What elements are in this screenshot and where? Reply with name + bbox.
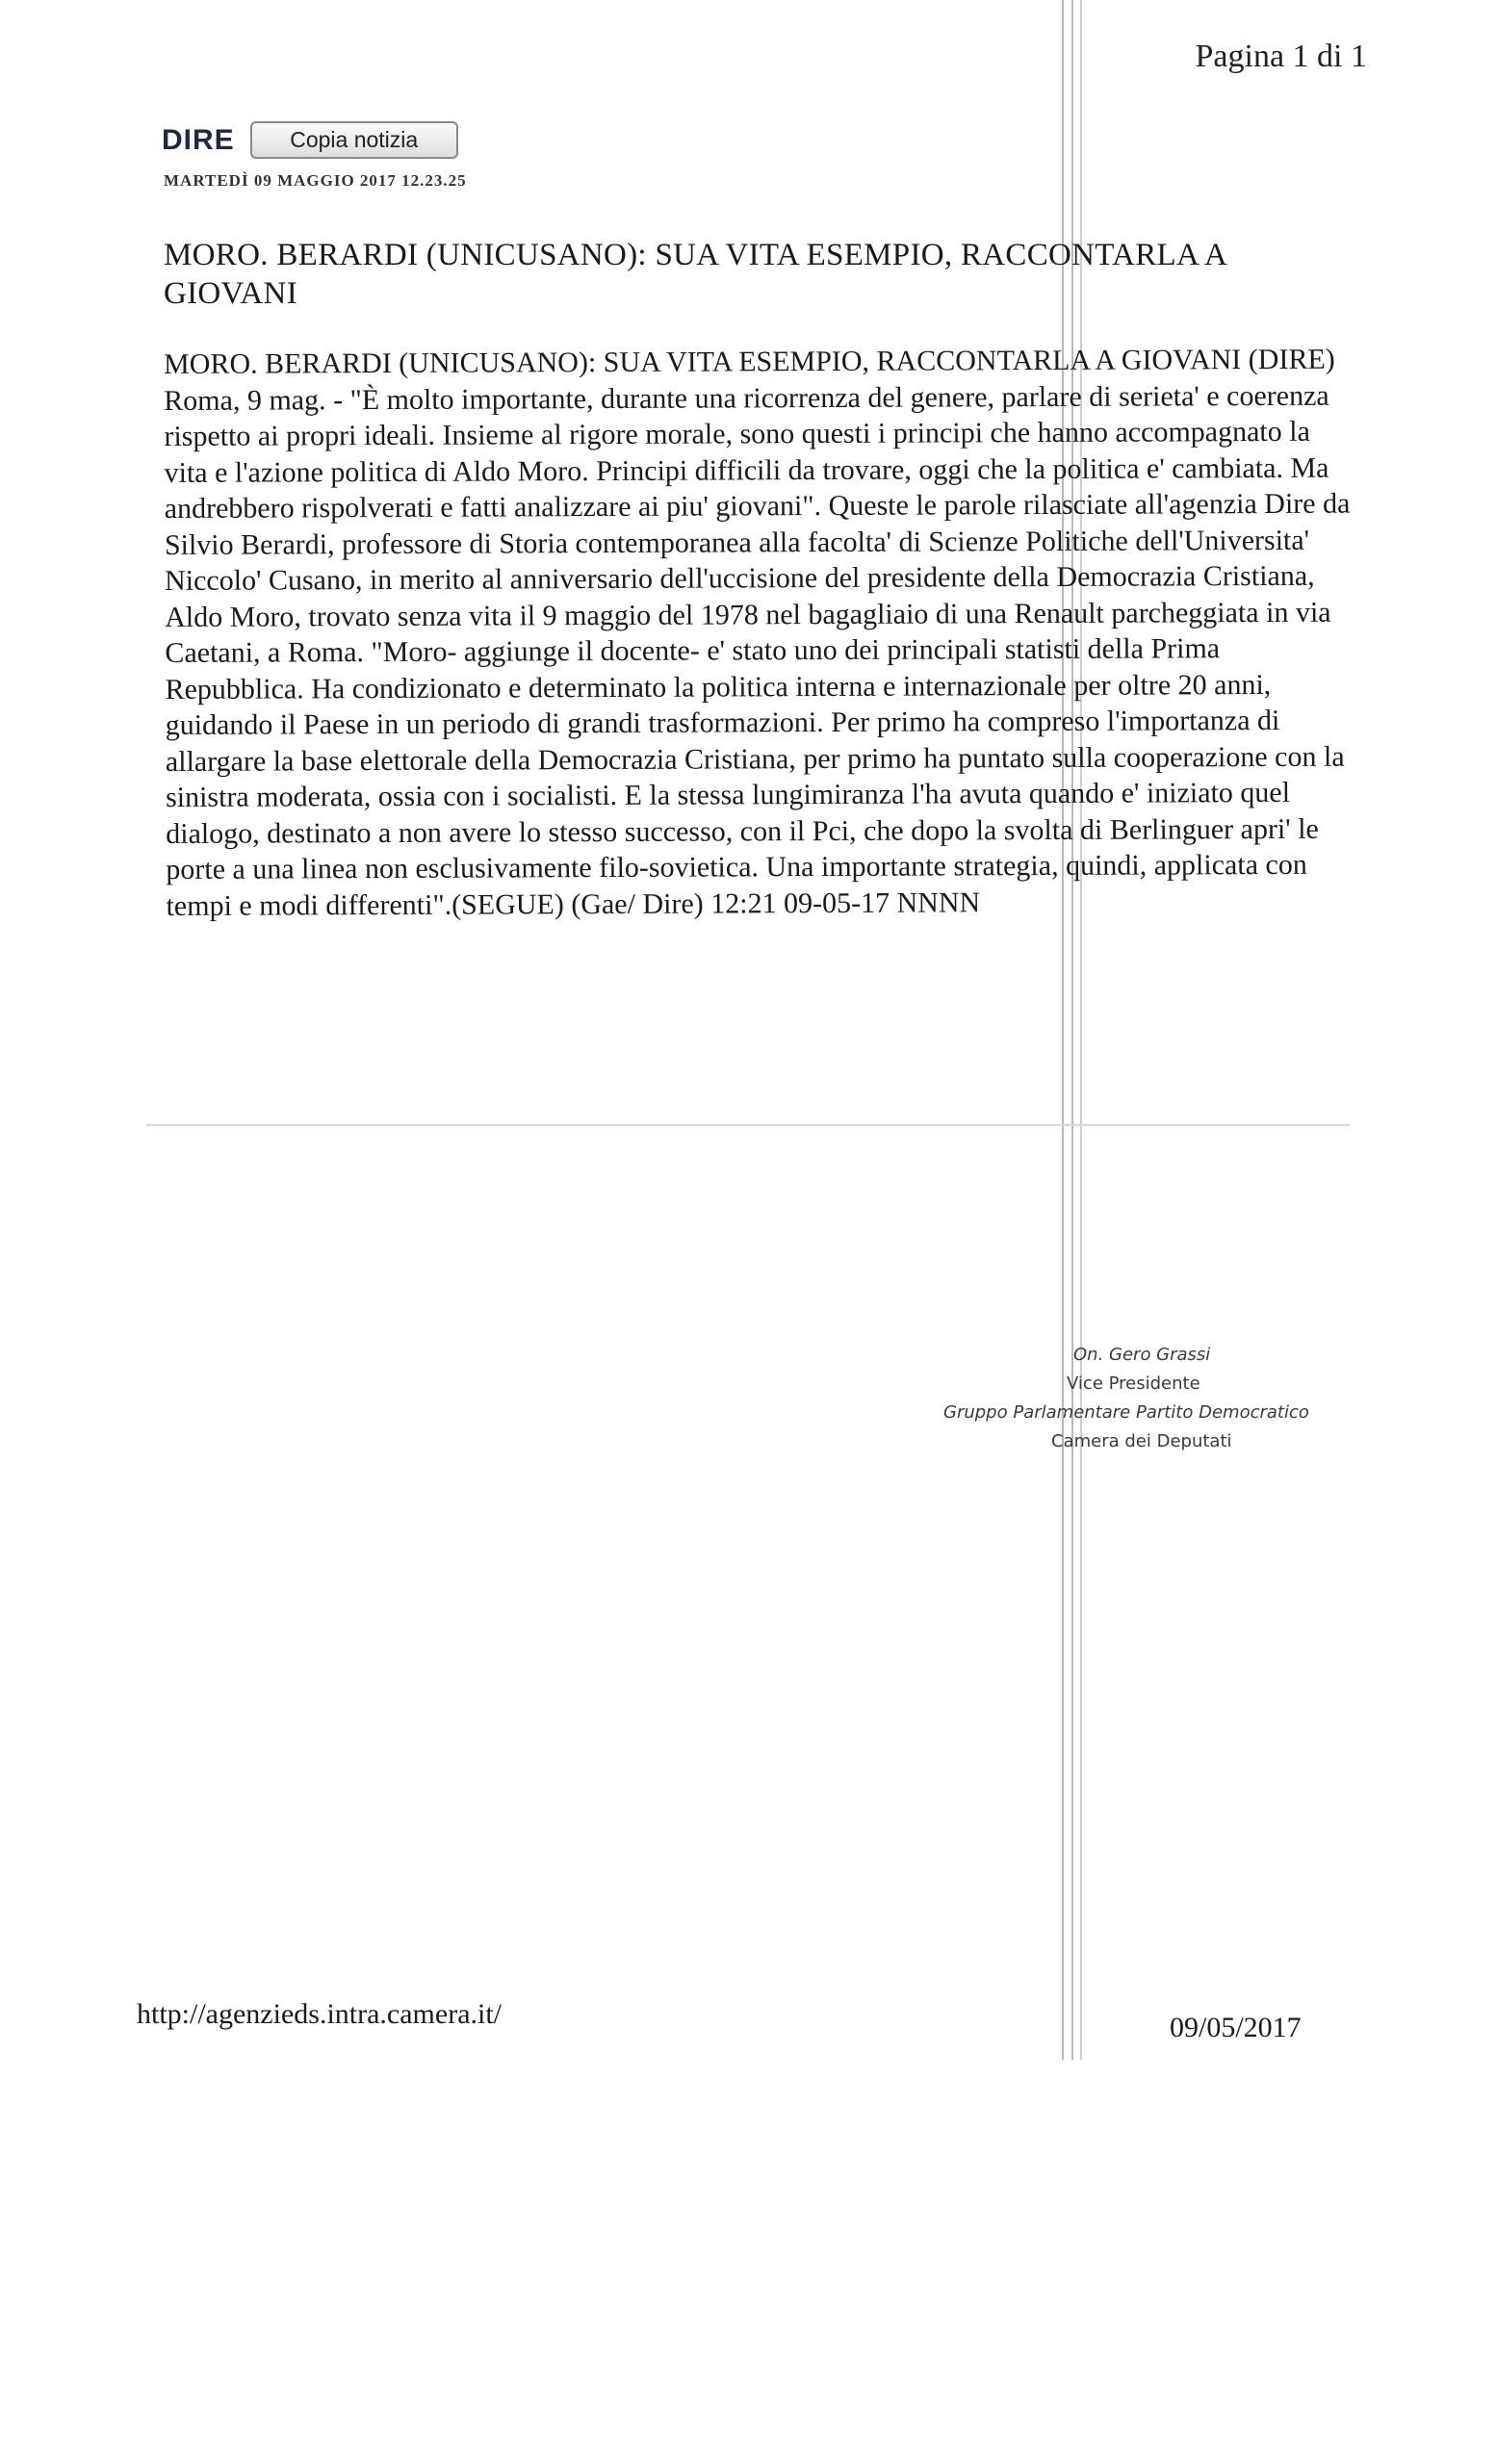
article-body: MORO. BERARDI (UNICUSANO): SUA VITA ESEMPIO, RACCONTARLA A GIOVANI (DIRE) Roma, 9 mag. - "È molto importante, durante una ricorrenza del genere, parlare di serieta' e coerenza rispetto ai propri ideali. Insieme al rigore morale, sono questi i principi che hanno accompagnato la vita e l'azione politica di Aldo Moro. Principi difficili da trovare, oggi che la politica e' cambiata. Ma andrebbero rispolverati e fatti analizzare ai piu' giovani". Queste le parole rilasciate all'agenzia Dire da Silvio Berardi, professore di Storia contemporanea alla facolta' di Scienze Politiche dell'Universita' Niccolo' Cusano, in merito al anniversario dell'uccisione del presidente della Democrazia Cristiana, Aldo Moro, trovato senza vita il 9 maggio del 1978 nel bagagliaio di una Renault parcheggiata in via Caetani, a Roma. "Moro- aggiunge il docente- e' stato uno dei principali statisti della Prima Repubblica. Ha condizionato e determinato la politica interna e internazionale per oltre 20 anni, guidando il Paese in un periodo di grandi trasformazioni. Per primo ha compreso l'importanza di allargare la base elettorale della Democrazia Cristiana, per primo ha puntato sulla cooperazione con la sinistra moderata, ossia con i socialisti. E la stessa lungimiranza l'ha avuta quando e' iniziato quel dialogo, destinato a non avere lo stesso successo, con il Pci, che dopo la svolta di Berlinguer apri' le porte a una linea non esclusivamente filo-sovietica. Una importante strategia, quindi, applicata con tempi e modi differenti".(SEGUE) (Gae/ Dire) 12:21 09-05-17 NNNN [164, 343, 1351, 922]
news-header [162, 121, 458, 159]
signature-stamp [924, 1341, 1386, 1456]
page-number: Pagina 1 di 1 [1195, 38, 1367, 74]
signature-name: On. Gero Grassi [1073, 1345, 1211, 1365]
news-date: MARTEDÌ 09 MAGGIO 2017 12.23.25 [164, 171, 467, 190]
footer-url[interactable]: http://agenzieds.intra.camera.it/ [137, 1998, 503, 2030]
footer-date: 09/05/2017 [1170, 2012, 1302, 2043]
signature-group: Gruppo Parlamentare Partito Democratico [943, 1402, 1309, 1423]
article-headline: MORO. BERARDI (UNICUSANO): SUA VITA ESEMPIO, RACCONTARLA A GIOVANI [164, 238, 1226, 311]
copy-news-button[interactable]: Copia notizia [250, 121, 458, 159]
signature-role: Vice Presidente [1067, 1373, 1200, 1394]
separator-line [146, 1124, 1350, 1126]
signature-chamber: Camera dei Deputati [1051, 1431, 1232, 1451]
dire-logo: DIRE [162, 123, 235, 156]
